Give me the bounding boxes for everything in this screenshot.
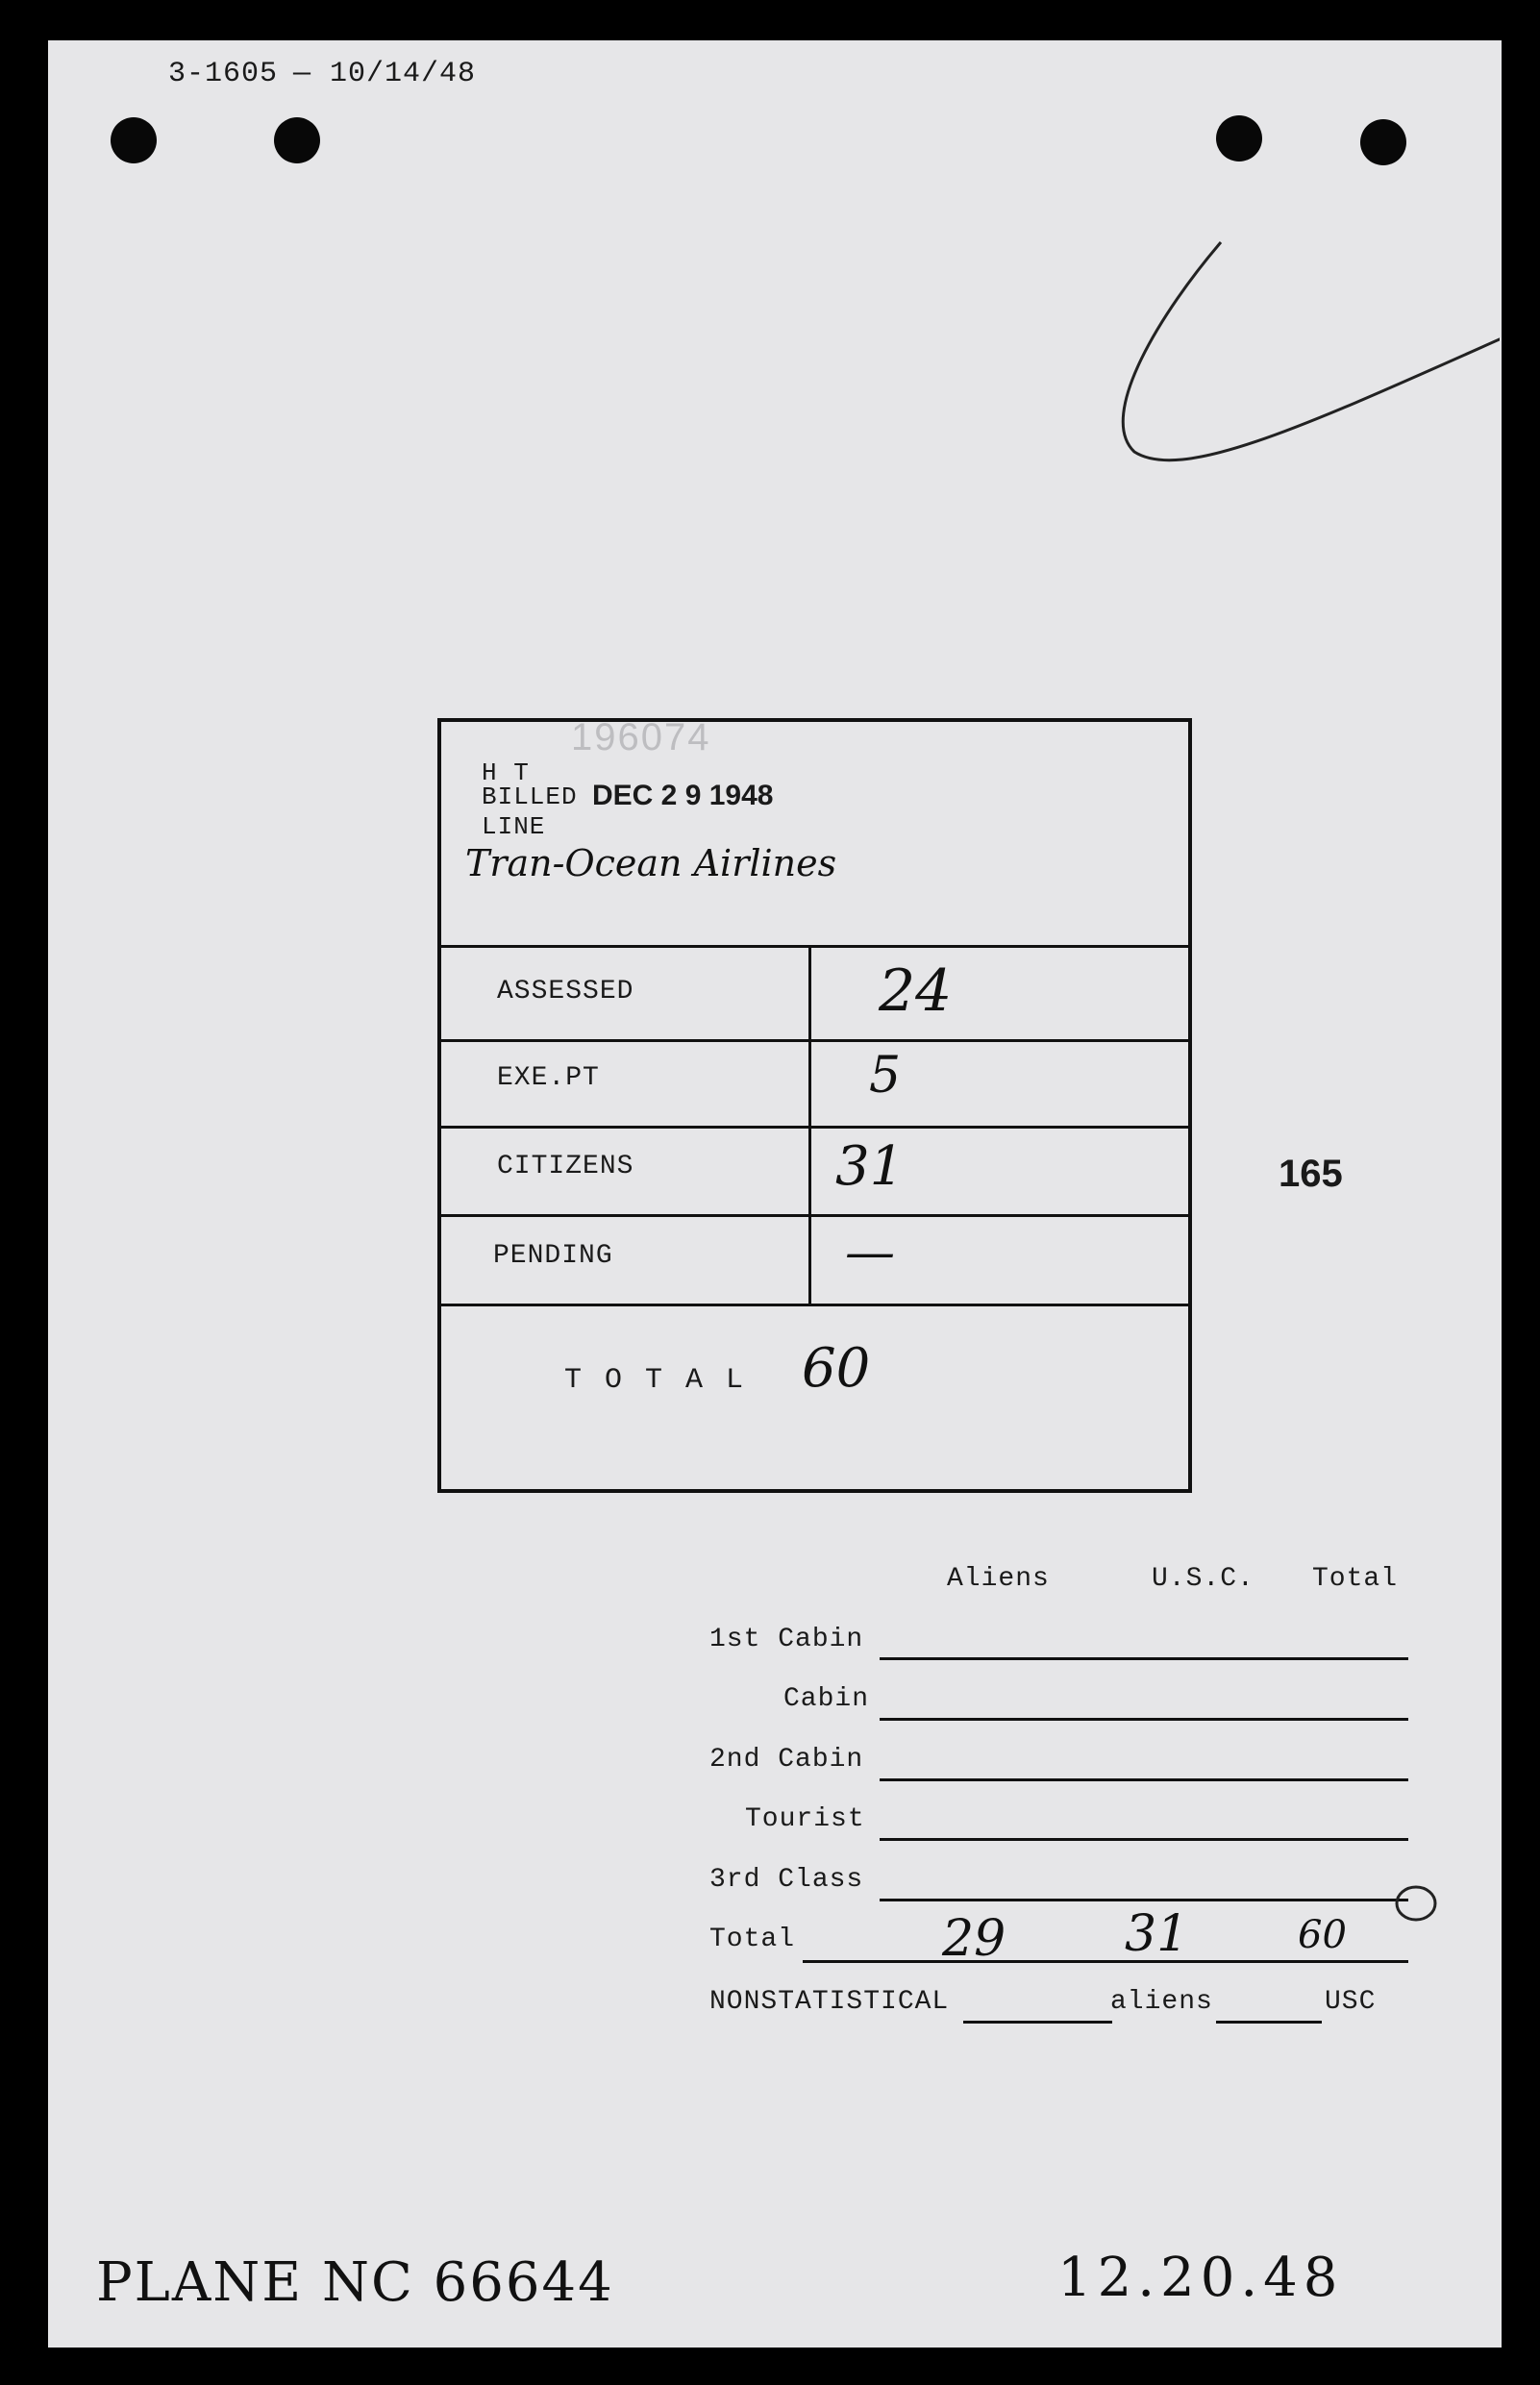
row-label-total: Total xyxy=(709,1925,796,1954)
plane-number-handwritten: PLANE NC 66644 xyxy=(96,2251,614,2314)
row-value-citizens: 31 xyxy=(835,1135,905,1198)
entry-line xyxy=(880,1838,1408,1841)
entry-line xyxy=(880,1778,1408,1781)
entry-line xyxy=(880,1718,1408,1721)
line-value-handwritten: Tran-Ocean Airlines xyxy=(465,842,837,884)
footer-date-handwritten: 12.20.48 xyxy=(1057,2247,1344,2309)
entry-line xyxy=(880,1899,1408,1901)
stamp-serial: 196074 xyxy=(571,716,711,758)
row-value-exempt: 5 xyxy=(869,1047,902,1105)
total-aliens-value: 29 xyxy=(942,1910,1006,1968)
row-label-1st-cabin: 1st Cabin xyxy=(709,1625,864,1654)
entry-line xyxy=(963,2021,1112,2024)
form-number: 3-1605 xyxy=(168,58,279,90)
row-value-pending: — xyxy=(845,1224,895,1281)
row-label-3rd-class: 3rd Class xyxy=(709,1865,864,1895)
header-aliens: Aliens xyxy=(947,1564,1050,1594)
row-label-pending: PENDING xyxy=(493,1241,613,1271)
line-label: LINE xyxy=(482,812,546,841)
nonstat-label: NONSTATISTICAL xyxy=(709,1987,950,2017)
header-total: Total xyxy=(1312,1564,1399,1594)
row-label-citizens: CITIZENS xyxy=(497,1152,634,1181)
divider xyxy=(441,1214,1189,1217)
billed-date: DEC 2 9 1948 xyxy=(592,780,774,811)
row-label-tourist: Tourist xyxy=(745,1804,865,1834)
circle-mark xyxy=(1389,1876,1447,1934)
nonstat-aliens-label: aliens xyxy=(1110,1987,1213,2017)
row-value-assessed: 24 xyxy=(879,957,953,1025)
entry-line xyxy=(880,1657,1408,1660)
header-usc: U.S.C. xyxy=(1152,1564,1254,1594)
punch-hole-left-1 xyxy=(111,117,157,163)
total-total-value: 60 xyxy=(1298,1913,1347,1957)
document-sheet xyxy=(48,40,1502,2348)
total-usc-value: 31 xyxy=(1125,1905,1189,1963)
form-date: — 10/14/48 xyxy=(293,58,477,90)
billing-stamp-box xyxy=(437,718,1192,1493)
divider xyxy=(441,1039,1189,1042)
side-number: 165 xyxy=(1279,1153,1343,1195)
divider xyxy=(441,1126,1189,1129)
billed-label: BILLED xyxy=(482,783,578,811)
row-label-assessed: ASSESSED xyxy=(497,977,634,1006)
punch-hole-right-2 xyxy=(1360,119,1406,165)
punch-hole-left-2 xyxy=(274,117,320,163)
total-value: 60 xyxy=(802,1337,871,1400)
entry-line xyxy=(1216,2021,1322,2024)
check-mark xyxy=(1057,194,1500,502)
divider xyxy=(441,1304,1189,1306)
punch-hole-right-1 xyxy=(1216,115,1262,161)
stamp-ht: H T xyxy=(482,758,530,787)
divider xyxy=(808,945,811,1305)
row-label-exempt: EXE.PT xyxy=(497,1063,600,1093)
row-label-2nd-cabin: 2nd Cabin xyxy=(709,1745,864,1775)
nonstat-usc-label: USC xyxy=(1325,1987,1377,2017)
divider xyxy=(441,945,1189,948)
row-label-cabin: Cabin xyxy=(783,1684,870,1714)
total-label: T O T A L xyxy=(564,1364,747,1397)
entry-line xyxy=(803,1960,1408,1963)
